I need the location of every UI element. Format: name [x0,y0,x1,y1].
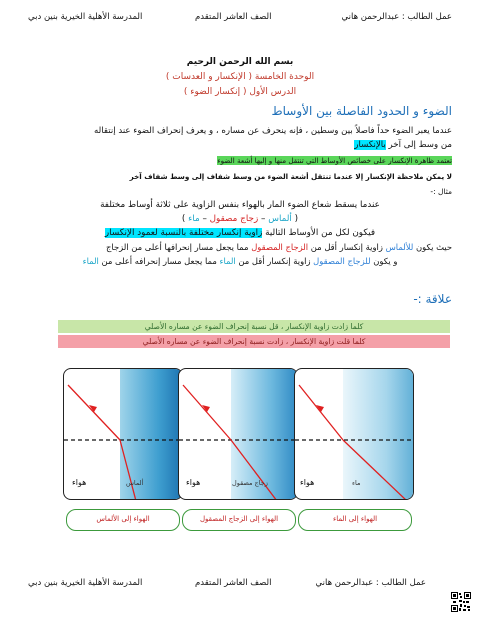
relation-2: كلما قلت زاوية الإنكسار ، زادت نسبة إنحراف الضوء عن مساره الأصلي [58,335,450,348]
panel-diamond-medium: ألماس [126,479,144,487]
panel-glass-medium: زجاج مصقول [232,479,268,487]
relation-label: علاقة :- [413,292,452,306]
panel-glass-air: هواء [186,478,201,487]
caption-diamond: الهواء إلى الألماس [66,509,180,531]
example-line-3: فيكون لكل من الأوساط التالية زاوية إنكسار مختلفة بالنسبة لعمود الإنكسار [104,228,376,238]
footer-school: المدرسة الأهلية الخيرية بنين دبي [28,578,143,588]
footer-student: عمل الطالب : عبدالرحمن هاني [315,578,426,588]
relation-1: كلما زادت زاوية الإنكسار ، قل نسبة إنحراف الضوء عن مساره الأصلي [58,320,450,333]
note-bold: لا يمكن ملاحظة الإنكسار إلا عندما تنتقل أشعة الضوء من وسط شفاف إلى وسط شفاف آخر [129,172,452,181]
example-line-5: و يكون للزجاج المصقول زاوية إنكسار أقل من الماء مما يجعل مسار إنحرافه أعلى من الماء [82,256,398,266]
unit-title: الوحدة الخامسة ( الإنكسار و العدسات ) [165,72,315,82]
qr-code-icon [451,592,471,612]
panel-water-air: هواء [300,478,315,487]
term-refraction: بالإنكسار [354,140,386,150]
footer-grade: الصف العاشر المتقدم [195,578,272,588]
page-footer [0,578,480,592]
page-header [0,12,480,26]
note-green: تعتمد ظاهرة الإنكسار على خصائص الأوساط التي تنتقل منها و إليها أشعة الضوء [217,156,452,165]
example-label: مثال :- [430,187,452,196]
basmala: بسم الله الرحمن الرحيم [186,57,294,67]
media-list: ( ألماس – زجاج مصقول – ماء ) [181,214,299,224]
header-student: عمل الطالب : عبدالرحمن هاني [341,12,452,22]
example-line-4: حيث يكون للألماس زاوية إنكسار أقل من الزجاج المصقول مما يجعل مسار إنحرافها أعلى من الزجاج [105,242,452,252]
header-school: المدرسة الأهلية الخيرية بنين دبي [28,12,143,22]
caption-water: الهواء إلى الماء [298,509,412,531]
panel-water-medium: ماء [352,479,361,487]
section-title: الضوء و الحدود الفاصلة بين الأوساط [271,104,452,118]
header-grade: الصف العاشر المتقدم [195,12,272,22]
intro-line-1: عندما يعبر الضوء حداً فاصلاً بين وسطين ، فإنه ينحرف عن مساره ، و يعرف إنحراف الضوء عند إنتقاله [94,126,452,136]
media-water: ماء [188,214,200,224]
caption-glass: الهواء إلى الزجاج المصقول [182,509,296,531]
lesson-title: الدرس الأول ( إنكسار الضوء ) [183,87,297,97]
highlight-angle: زاوية إنكسار مختلفة بالنسبة لعمود الإنكسار [104,228,263,238]
panel-diamond-air: هواء [72,478,87,487]
media-diamond: ألماس [268,214,292,224]
media-glass: زجاج مصقول [209,214,259,224]
example-line-1: عندما يسقط شعاع الضوء المار بالهواء بنفس الزاوية على ثلاثة أوساط مختلفة [100,200,380,210]
intro-line-2: من وسط إلى آخر بالإنكسار [354,140,452,150]
intro-paragraph [22,124,452,152]
